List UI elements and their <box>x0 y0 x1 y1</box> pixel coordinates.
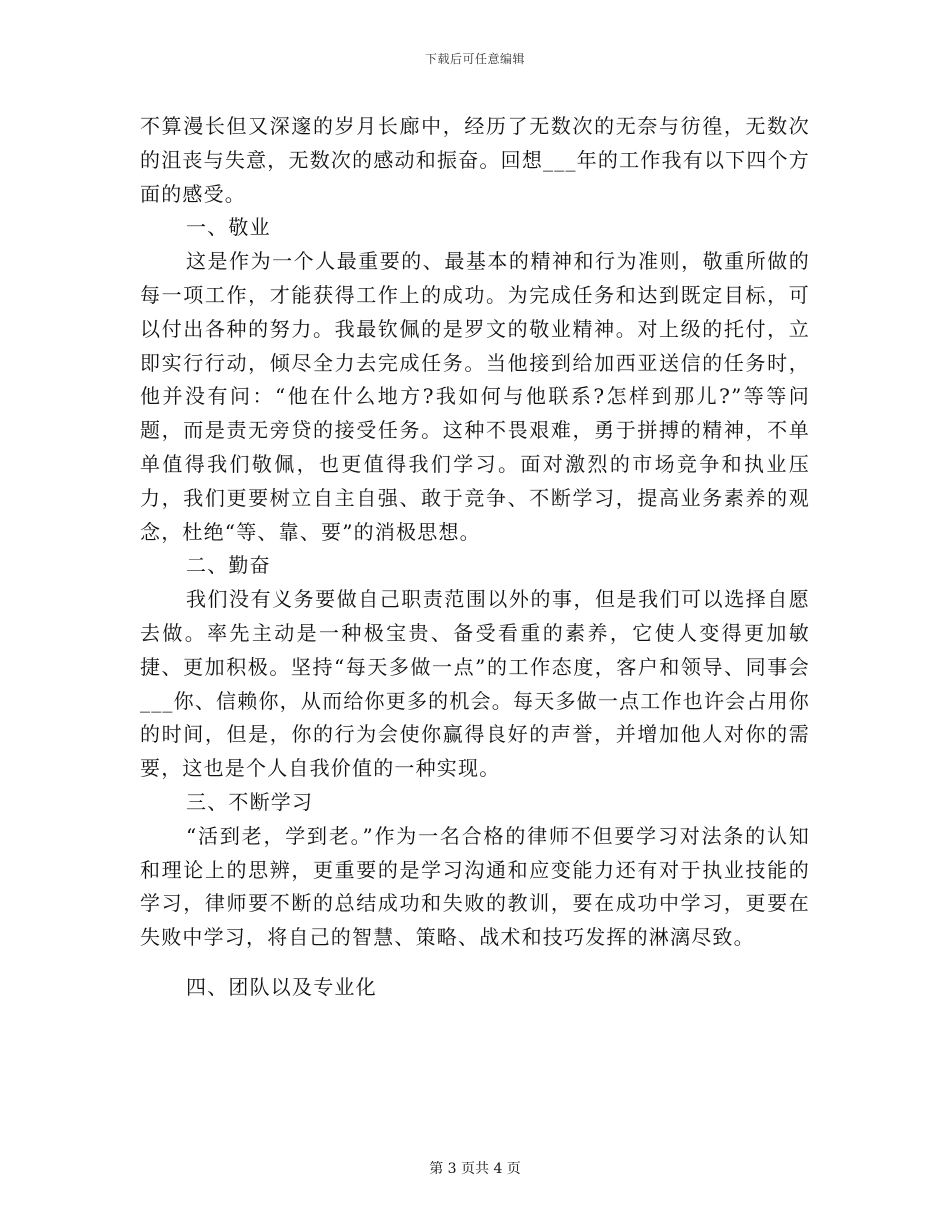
section-heading-team: 四、团队以及专业化 <box>186 974 377 999</box>
section-paragraph-dedication: 这是作为一个人最重要的、最基本的精神和行为准则，敬重所做的每一项工作，才能获得工作上的成功。为完成任务和达到既定目标，可以付出各种的努力。我最钦佩的是罗文的敬业精神。对上级的托付，立即实行行动，倾尽全力去完成任务。当他接到给加西亚送信的任务时，他并没有问：“他在什么地方?我如何与他联系?怎样到那儿?”等等问题，而是责无旁贷的接受任务。这种不畏艰难，勇于拼搏的精神，不单单值得我们敬佩，也更值得我们学习。面对激烈的市场竞争和执业压力，我们更要树立自主自强、敢于竞争、不断学习，提高业务素养的观念，杜绝“等、靠、要”的消极思想。 <box>140 249 810 544</box>
section-heading-dedication: 一、敬业 <box>186 215 271 240</box>
section-heading-learning: 三、不断学习 <box>186 789 314 814</box>
document-body <box>140 110 810 1005</box>
section-paragraph-learning: “活到老，学到老。”作为一名合格的律师不但要学习对法条的认知和理论上的思辨，更重要的是学习沟通和应变能力还有对于执业技能的学习，律师要不断的总结成功和失败的教训，要在成功中学习，更要在失败中学习，将自己的智慧、策略、战术和技巧发挥的淋漓尽致。 <box>140 823 810 950</box>
page-number-footer: 第 3 页共 4 页 <box>429 1161 521 1177</box>
section-heading-diligence: 二、勤奋 <box>186 553 271 578</box>
section-paragraph-diligence: 我们没有义务要做自己职责范围以外的事，但是我们可以选择自愿去做。率先主动是一种极宝贵、备受看重的素养，它使人变得更加敏捷、更加积极。坚持“每天多做一点”的工作态度，客户和领导、同事会___你、信赖你，从而给你更多的机会。每天多做一点工作也许会占用你的时间，但是，你的行为会使你赢得良好的声誉，并增加他人对你的需要，这也是个人自我价值的一种实现。 <box>140 587 810 781</box>
page-header-note: 下载后可任意编辑 <box>424 52 525 66</box>
intro-paragraph: 不算漫长但又深邃的岁月长廊中，经历了无数次的无奈与彷徨，无数次的沮丧与失意，无数次的感动和振奋。回想___年的工作我有以下四个方面的感受。 <box>140 114 810 206</box>
